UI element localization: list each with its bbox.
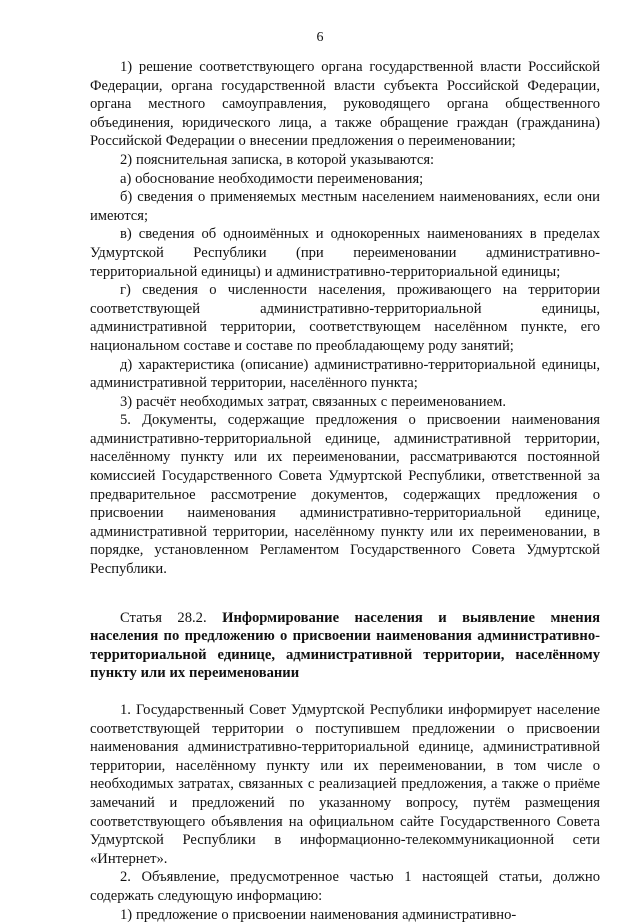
paragraph: 5. Документы, содержащие предложения о присвоении наименования административно-территориальной единице, административной территории, населённому пункту или их переименовании, рассматриваются постоянной комиссией Государственного Совета Удмуртской Республики, ответственной за предварительное рассмотрение документов, содержащих предложения о присвоении наименования административно-территориальной единице, административной территории, населённому пункту или их переименовании, в порядке, установленном Регламентом Государственного Совета Удмуртской Республики. [90, 412, 600, 578]
paragraph: в) сведения об одноимённых и однокоренных наименованиях в пределах Удмуртской Республики (при переименовании административно-территориальной единицы) и административно-территориальной единицы; [90, 226, 600, 280]
paragraph: 1) решение соответствующего органа государственной власти Российской Федерации, органа государственной власти субъекта Российской Федерации, органа местного самоуправления, руководящего органа общественного объединения, юридического лица, а также обращение граждан (гражданина) Российской Федерации о внесении предложения о переименовании; [90, 59, 600, 150]
paragraph: д) характеристика (описание) административно-территориальной единицы, административной территории, населённого пункта; [90, 356, 600, 392]
paragraph: 1) предложение о присвоении наименования административно- [120, 906, 517, 923]
paragraph: 2) пояснительная записка, в которой указываются: [120, 151, 435, 168]
paragraph: 3) расчёт необходимых затрат, связанных с переименованием. [120, 393, 506, 410]
article-heading [90, 609, 600, 683]
paragraph: 2. Объявление, предусмотренное частью 1 настоящей статьи, должно содержать следующую информацию: [90, 869, 600, 904]
paragraph: б) сведения о применяемых местным населением наименованиях, если они имеются; [90, 189, 600, 224]
article-label: Статья 28.2. [120, 609, 223, 626]
page-number: 6 [316, 30, 324, 45]
paragraph: а) обоснование необходимости переименования; [120, 170, 424, 187]
paragraph: 1. Государственный Совет Удмуртской Республики информирует население соответствующей территории о поступившем предложении о присвоении наименования административно-территориальной единице, административной территории, населённому пункту или их переименовании, в том числе о необходимых затратах, связанных с реализацией предложения, а также о приёме замечаний и предложений по указанному вопросу, путём размещения соответствующего объявления на официальном сайте Государственного Совета Удмуртской Республики в информационно-телекоммуникационной сети «Интернет». [90, 702, 600, 867]
article-title: Информирование населения и выявление мнения населения по предложению о присвоении наименования административно-территориальной единице, административной территории, населённому пункту или их переименовании [90, 609, 601, 682]
paragraph: г) сведения о численности населения, проживающего на территории соответствующей административно-территориальной единицы, административной территории, соответствующем населённом пункте, его национальном составе и составе по преобладающему роду занятий; [90, 282, 600, 354]
document-body [90, 58, 600, 924]
